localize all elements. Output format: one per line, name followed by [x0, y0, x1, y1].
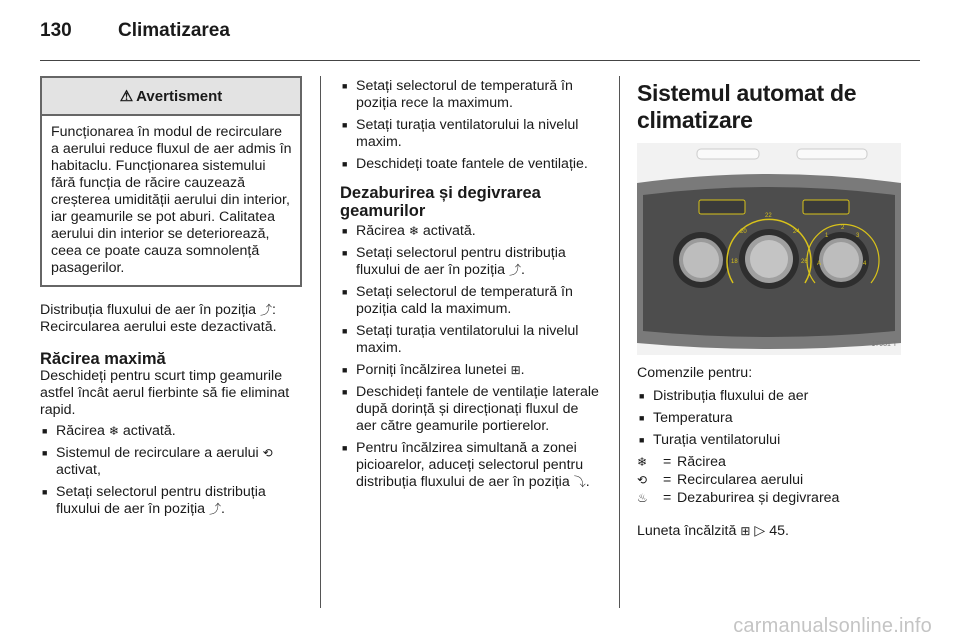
- warning-text: Funcționarea în modul de recirculare a aerului reduce fluxul de aer admis în habitaclu. Funcționarea sistemului fără funcția de răcire cauzează creșterea umidității aerului din interior, iar geamurile se pot aburi. Calitatea aerului din interior se deteriorează, ceea ce poate cauza somnolență pasagerilor.: [51, 124, 292, 276]
- snowflake-icon: ❄: [408, 224, 419, 238]
- recirculation-icon: ⟲: [262, 446, 273, 460]
- list-item: ■ Porniți încălzirea lunetei ⊞.: [340, 362, 602, 379]
- page-ref-arrow-icon: ▷: [754, 523, 766, 539]
- fan-tick-label: A: [817, 261, 822, 267]
- fan-tick-label: 1: [825, 233, 829, 239]
- column-divider-1: [320, 76, 321, 608]
- rear-window-note: Luneta încălzită ⊞ ▷ 45.: [637, 523, 789, 539]
- climate-panel-image: [637, 143, 901, 355]
- column-3: [637, 76, 902, 540]
- column-2: [340, 76, 602, 496]
- temp-tick-label: 22: [765, 213, 772, 219]
- list-item: ■ Deschideți fantele de ventilație laterale după dorință și direcționați fluxul de aer către geamurile portierelor.: [340, 384, 602, 435]
- airflow-upper-icon: ⤴: [209, 502, 222, 516]
- fan-tick-label: 2: [841, 225, 845, 231]
- legend-label: Dezaburirea și degivrarea: [677, 490, 840, 506]
- list-item: ■ Pentru încălzirea simultană a zonei picioarelor, aduceți selectorul pentru distribuția fluxului de aer în poziția ⤵.: [340, 440, 602, 491]
- rear-window-heating-icon: ⊞: [740, 524, 751, 538]
- airflow-windshield-icon: ⤴: [509, 263, 522, 277]
- list-item: ■ Temperatura: [637, 410, 902, 427]
- fan-tick-label: 3: [856, 233, 860, 239]
- page-header: [40, 20, 230, 46]
- symbol-legend: ❄ = Răcirea ⟲ = Recircularea aerului ♨ = Dezaburirea și degivrarea: [637, 454, 902, 507]
- warning-triangle-icon: ⚠: [119, 87, 134, 105]
- temp-tick-label: 18: [731, 259, 738, 265]
- climate-panel-illustration: [637, 143, 901, 355]
- warning-box: [40, 76, 302, 287]
- legend-label: Recircularea aerului: [677, 472, 804, 488]
- max-cooling-heading: Răcirea maximă: [40, 350, 166, 368]
- list-item: ■ Distribuția fluxului de aer: [637, 388, 902, 405]
- list-item: ■ Setați selectorul de temperatură în poziția rece la maximum.: [340, 78, 602, 112]
- max-cooling-intro: Deschideți pentru scurt timp geamurile astfel încât aerul fierbinte să fie eliminat rapid.: [40, 368, 290, 418]
- list-item: ■ Setați turația ventilatorului la nivelul maxim.: [340, 117, 602, 151]
- airflow-windshield-foot-icon: ⤵: [573, 475, 586, 489]
- list-item: ■ Setați selectorul pentru distribuția fluxului de aer în poziția ⤴.: [40, 484, 302, 518]
- page-number: 130: [40, 20, 72, 41]
- defrost-icon: ♨: [637, 491, 648, 505]
- max-cooling-list: [40, 423, 302, 518]
- temp-tick-label: 26: [801, 259, 808, 265]
- rear-window-heating-icon: ⊞: [510, 363, 521, 377]
- list-item: ■ Răcirea ❄ activată.: [340, 223, 602, 240]
- header-divider: [40, 60, 920, 61]
- column-1: [40, 76, 302, 523]
- controls-intro: Comenzile pentru:: [637, 365, 753, 381]
- legend-label: Răcirea: [677, 454, 726, 470]
- snowflake-icon: ❄: [637, 455, 648, 469]
- list-item: ■ Setați selectorul pentru distribuția fluxului de aer în poziția ⤴.: [340, 245, 602, 279]
- list-item: ■ Turația ventilatorului: [637, 432, 902, 449]
- auto-climate-heading: Sistemul automat de climatizare: [637, 80, 857, 133]
- snowflake-icon: ❄: [108, 424, 119, 438]
- list-item: ■ Deschideți toate fantele de ventilație.: [340, 156, 602, 173]
- distribution-note-text-2: : Recircularea aerului este dezactivată.: [40, 302, 277, 335]
- watermark: carmanualsonline.info: [733, 615, 932, 637]
- fan-tick-label: 4: [863, 261, 867, 267]
- temp-tick-label: 20: [740, 229, 747, 235]
- distribution-note-text: Distribuția fluxului de aer în poziția: [40, 302, 257, 318]
- defog-heading: Dezaburirea și degivrarea geamurilor: [340, 184, 541, 220]
- controls-list: [637, 388, 902, 449]
- list-item: ■ Sistemul de recirculare a aerului ⟲ activat,: [40, 445, 302, 479]
- list-item: ■ Răcirea ❄ activată.: [40, 423, 302, 440]
- airflow-upper-icon: ⤴: [260, 303, 273, 317]
- column-divider-2: [619, 76, 620, 608]
- defog-list: [340, 223, 602, 491]
- distribution-note: [40, 302, 302, 336]
- warning-title: Avertisment: [136, 87, 223, 105]
- recirculation-icon: ⟲: [637, 473, 648, 487]
- max-cooling-list-continued: [340, 78, 602, 173]
- list-item: ■ Setați selectorul de temperatură în poziția cald la maximum.: [340, 284, 602, 318]
- image-caption: 17931 T: [871, 341, 897, 348]
- page-title: Climatizarea: [118, 20, 230, 41]
- list-item: ■ Setați turația ventilatorului la nivelul maxim.: [340, 323, 602, 357]
- temp-tick-label: 24: [793, 229, 800, 235]
- warning-header: [42, 78, 300, 116]
